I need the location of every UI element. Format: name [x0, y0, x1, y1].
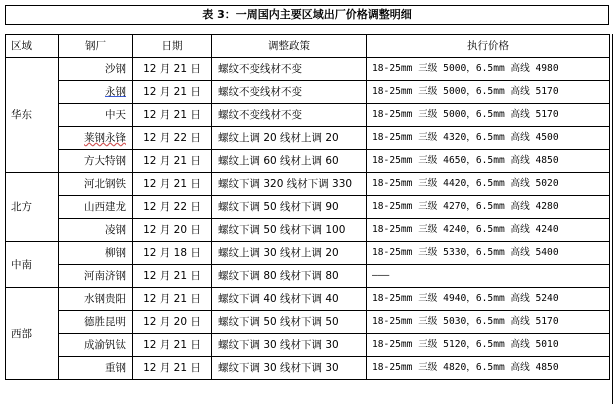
policy-cell: 螺纹不变线材不变: [212, 81, 367, 104]
date-cell: 12 月 21 日: [133, 265, 212, 288]
date-cell: 12 月 21 日: [133, 288, 212, 311]
policy-cell: 螺纹上调 20 线材上调 20: [212, 127, 367, 150]
header-region: 区域: [6, 35, 59, 58]
table-title: 表 3：一周国内主要区域出厂价格调整明细: [5, 5, 609, 25]
header-row: [6, 35, 610, 58]
policy-cell: 螺纹下调 50 线材下调 100: [212, 219, 367, 242]
region-south-central: 中南: [6, 242, 59, 288]
date-cell: 12 月 22 日: [133, 196, 212, 219]
mill-cell: 河北钢铁: [59, 173, 133, 196]
date-cell: 12 月 18 日: [133, 242, 212, 265]
mill-cell: 永钢: [105, 86, 126, 98]
price-cell: 18-25mm 三级 4940，6.5mm 高线 5240: [367, 288, 610, 311]
price-cell: 18-25mm 三级 5000，6.5mm 高线 4980: [367, 58, 610, 81]
price-cell: 18-25mm 三级 5330，6.5mm 高线 5400: [367, 242, 610, 265]
price-cell: 18-25mm 三级 4650，6.5mm 高线 4850: [367, 150, 610, 173]
header-mill: 钢厂: [59, 35, 133, 58]
price-cell: 18-25mm 三级 4270，6.5mm 高线 4280: [367, 196, 610, 219]
mill-cell: 重钢: [59, 357, 133, 380]
table-row: [6, 173, 610, 196]
mill-cell: 水钢贵阳: [59, 288, 133, 311]
table-row: [6, 58, 610, 81]
date-cell: 12 月 21 日: [133, 334, 212, 357]
region-west: 西部: [6, 288, 59, 380]
date-cell: 12 月 21 日: [133, 357, 212, 380]
table-row: [6, 288, 610, 311]
policy-cell: 螺纹上调 60 线材上调 60: [212, 150, 367, 173]
region-east: 华东: [6, 58, 59, 173]
table-row: [6, 196, 610, 219]
price-cell: 18-25mm 三级 4320，6.5mm 高线 4500: [367, 127, 610, 150]
mill-cell: 沙钢: [59, 58, 133, 81]
price-cell: 18-25mm 三级 5000，6.5mm 高线 5170: [367, 81, 610, 104]
price-cell: 18-25mm 三级 5000，6.5mm 高线 5170: [367, 104, 610, 127]
table-row: [6, 219, 610, 242]
date-cell: 12 月 22 日: [133, 127, 212, 150]
price-cell: 18-25mm 三级 4820，6.5mm 高线 4850: [367, 357, 610, 380]
policy-cell: 螺纹下调 80 线材下调 80: [212, 265, 367, 288]
table-row: [6, 81, 610, 104]
policy-cell: 螺纹不变线材不变: [212, 104, 367, 127]
table-row: [6, 150, 610, 173]
date-cell: 12 月 21 日: [133, 150, 212, 173]
price-cell: 18-25mm 三级 4420，6.5mm 高线 5020: [367, 173, 610, 196]
header-policy: 调整政策: [212, 35, 367, 58]
table-edge-line: [612, 34, 613, 404]
date-cell: 12 月 21 日: [133, 104, 212, 127]
date-cell: 12 月 20 日: [133, 311, 212, 334]
policy-cell: 螺纹下调 30 线材下调 30: [212, 334, 367, 357]
policy-cell: 螺纹下调 40 线材下调 40: [212, 288, 367, 311]
price-cell: 18-25mm 三级 5030，6.5mm 高线 5170: [367, 311, 610, 334]
mill-cell: 山西建龙: [59, 196, 133, 219]
price-cell: 18-25mm 三级 5120，6.5mm 高线 5010: [367, 334, 610, 357]
region-north: 北方: [6, 173, 59, 242]
policy-cell: 螺纹不变线材不变: [212, 58, 367, 81]
mill-cell: 德胜昆明: [59, 311, 133, 334]
policy-cell: 螺纹下调 50 线材下调 50: [212, 311, 367, 334]
table-row: [6, 334, 610, 357]
table-row: [6, 311, 610, 334]
mill-cell: 成渝钒钛: [59, 334, 133, 357]
price-cell: ———: [367, 265, 610, 288]
date-cell: 12 月 21 日: [133, 81, 212, 104]
mill-cell: 柳钢: [59, 242, 133, 265]
date-cell: 12 月 21 日: [133, 173, 212, 196]
mill-cell: 方大特钢: [59, 150, 133, 173]
table-row: [6, 104, 610, 127]
mill-cell: 河南济钢: [59, 265, 133, 288]
price-cell: 18-25mm 三级 4240，6.5mm 高线 4240: [367, 219, 610, 242]
policy-cell: 螺纹上调 30 线材上调 20: [212, 242, 367, 265]
header-price: 执行价格: [367, 35, 610, 58]
policy-cell: 螺纹下调 320 线材下调 330: [212, 173, 367, 196]
date-cell: 12 月 20 日: [133, 219, 212, 242]
table-row: [6, 265, 610, 288]
table-row: [6, 127, 610, 150]
policy-cell: 螺纹下调 50 线材下调 90: [212, 196, 367, 219]
table-row: [6, 242, 610, 265]
mill-cell: 莱钢永锋: [84, 132, 126, 144]
policy-cell: 螺纹下调 30 线材下调 30: [212, 357, 367, 380]
date-cell: 12 月 21 日: [133, 58, 212, 81]
table-row: [6, 357, 610, 380]
mill-cell: 凌钢: [59, 219, 133, 242]
header-date: 日期: [133, 35, 212, 58]
price-adjustment-table: [5, 34, 610, 380]
mill-cell: 中天: [59, 104, 133, 127]
